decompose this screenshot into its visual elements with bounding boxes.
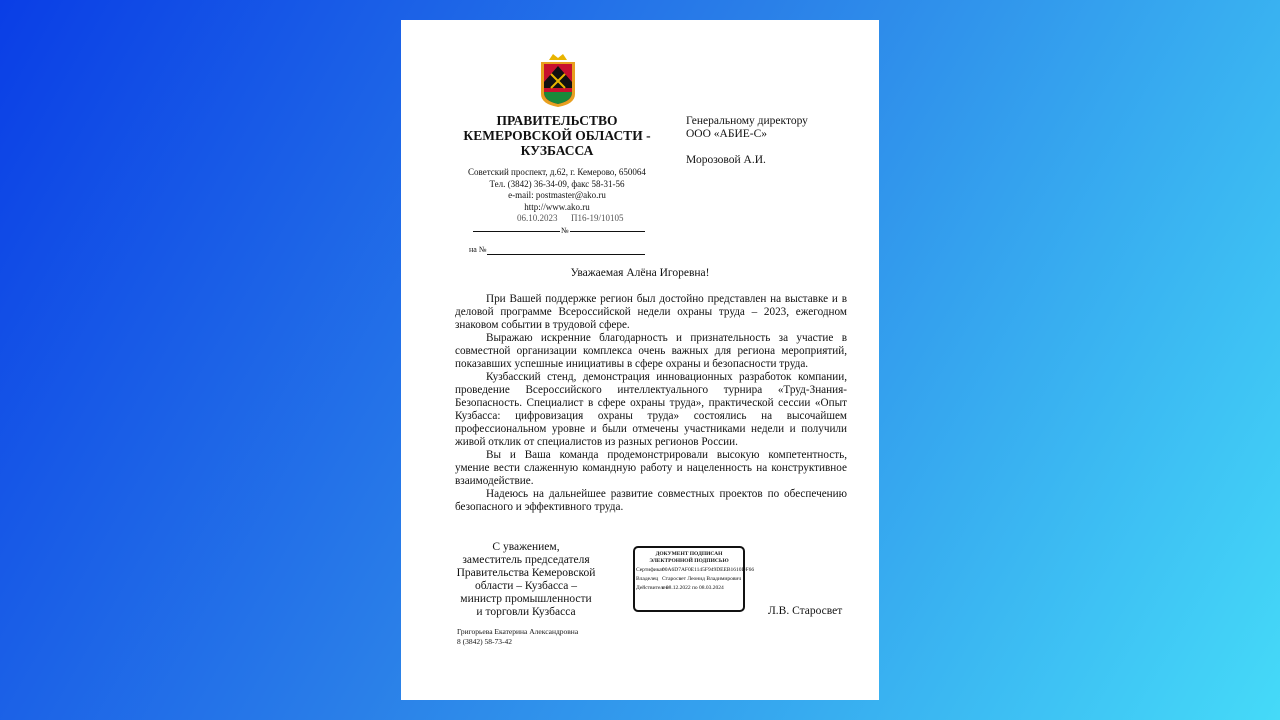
recipient-position: Генеральному директору xyxy=(686,115,808,127)
signer-name: Л.В. Старосвет xyxy=(768,605,843,617)
paragraph: Выражаю искренние благодарность и признательность за участие в совместной организации комплекса очень важных для региона мероприятий, показавших успешные инициативы в сфере охраны и безопасности труда. xyxy=(455,332,847,370)
signature-line: министр промышленности xyxy=(460,593,592,605)
phone-line: Тел. (3842) 36-34-09, факс 58-31-56 xyxy=(489,178,625,189)
recipient-name: Морозовой А.И. xyxy=(686,154,766,166)
signature-line: С уважением, xyxy=(492,541,560,553)
address-line: Советский проспект, д.62, г. Кемерово, 650064 xyxy=(468,167,646,177)
stamp-title: ДОКУМЕНТ ПОДПИСАН xyxy=(655,551,723,557)
executor-phone: 8 (3842) 58-73-42 xyxy=(457,636,512,646)
stamp-value: 00A6D7AF0E1145F949DEEB1610DF66 xyxy=(662,567,755,573)
organization-name xyxy=(459,113,655,158)
executor xyxy=(457,627,578,646)
paragraph: Надеюсь на дальнейшее развитие совместных проектов по обеспечению безопасного и эффективного труда. xyxy=(455,488,847,513)
signature-block xyxy=(453,541,599,619)
letter-date: 06.10.2023 xyxy=(517,213,558,223)
recipient-company: ООО «АБИЕ-С» xyxy=(686,128,768,140)
stamp-value: Старосвет Леонид Владимирович xyxy=(662,576,742,582)
reply-label: на № xyxy=(469,245,487,254)
stamp-label: Действителен xyxy=(636,585,669,591)
paragraph: Вы и Ваша команда продемонстрировали высокую компетентность, умение вести слаженную командную работу и нацеленность на конструктивное взаимодействие. xyxy=(455,449,847,487)
coat-of-arms-logo xyxy=(537,52,579,108)
org-line: ПРАВИТЕЛЬСТВО xyxy=(496,113,618,128)
stamp-row xyxy=(636,567,755,574)
letter-page xyxy=(401,20,879,700)
stamp-row xyxy=(636,576,742,583)
paragraph: Кузбасский стенд, демонстрация инновационных разработок компании, проведение Всероссийского интеллектуального турнира «Труд-Знания-Безопасность. Специалист в сфере охраны труда», практической сессии «Опыт Кузбасса: цифровизация охраны труда» состоялись на высочайшем профессиональном уровне и были отмечены участниками недели и получили живой отклик от специалистов из разных регионов России. xyxy=(455,371,847,448)
stamp-label: Владелец xyxy=(636,576,659,582)
recipient xyxy=(686,115,808,167)
electronic-signature-stamp xyxy=(633,546,755,612)
greeting: Уважаемая Алёна Игоревна! xyxy=(570,267,710,279)
email-line: e-mail: postmaster@ako.ru xyxy=(508,190,606,200)
stamp-row xyxy=(636,585,742,592)
letter-number: П16-19/10105 xyxy=(571,213,624,223)
letter-body xyxy=(455,293,847,514)
reply-line xyxy=(487,254,645,255)
paragraph: При Вашей поддержке регион был достойно представлен на выставке и в деловой программе Всероссийской недели охраны труда – 2023, ежегодном знаковом событии в трудовой сфере. xyxy=(455,293,847,331)
signature-line: области – Кузбасса – xyxy=(474,580,578,592)
number-label: № xyxy=(561,226,569,235)
org-line: КУЗБАССА xyxy=(520,143,594,158)
signature-line: заместитель председателя xyxy=(462,554,590,566)
organization-address xyxy=(455,167,659,213)
signature-line: Правительства Кемеровской xyxy=(456,567,596,579)
stamp-title: ЭЛЕКТРОННОЙ ПОДПИСЬЮ xyxy=(649,558,729,564)
website-line: http://www.ako.ru xyxy=(524,201,590,212)
org-line: КЕМЕРОВСКОЙ ОБЛАСТИ - xyxy=(463,128,651,143)
date-number-line xyxy=(473,231,645,232)
stamp-value: с 08.12.2022 по 08.03.2024 xyxy=(662,585,724,591)
executor-name: Григорьева Екатерина Александровна xyxy=(457,627,579,636)
signature-line: и торговли Кузбасса xyxy=(476,606,576,618)
stamp-label: Сертификат xyxy=(636,567,664,573)
